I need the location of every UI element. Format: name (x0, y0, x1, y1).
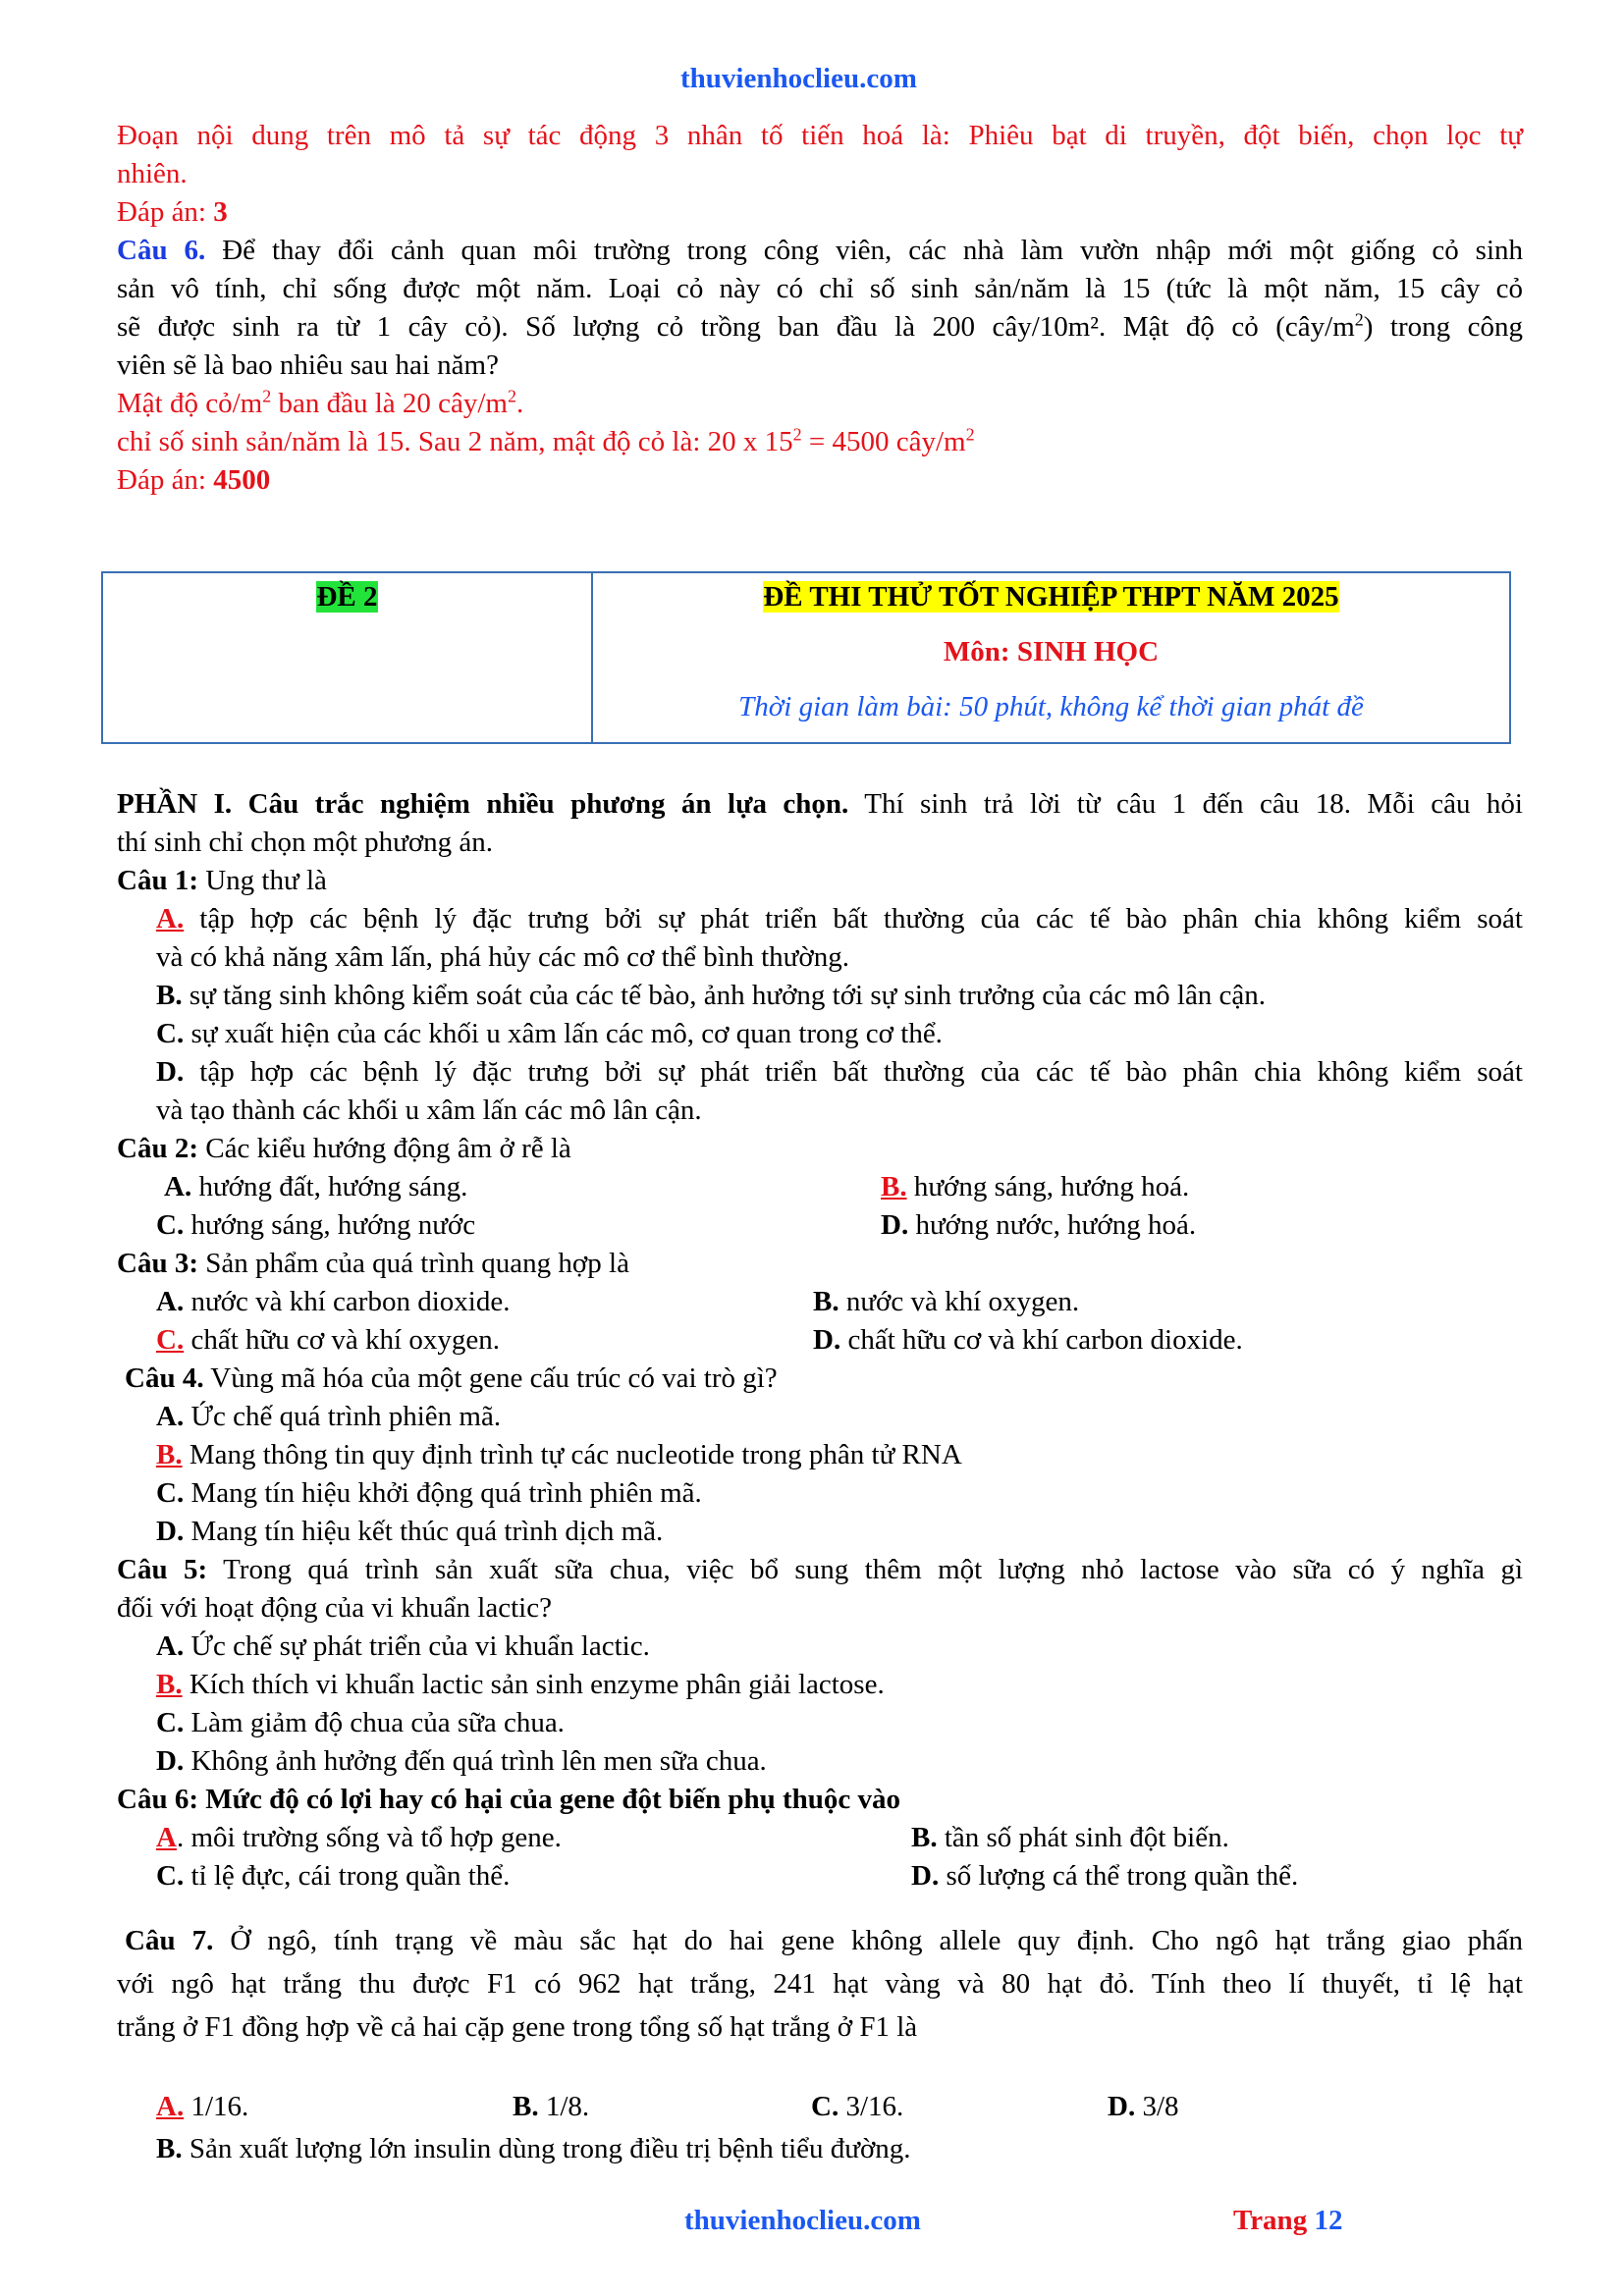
cau6-top-line-2: sản vô tính, chỉ sống được một năm. Loại cỏ này có chỉ số sinh sản/năm là 15 (tức là một năm, 15 cây cỏ (117, 273, 1523, 304)
q3-option-a (156, 1283, 510, 1320)
q4-label: Câu 4. (125, 1362, 204, 1394)
q5-option-b (156, 1666, 885, 1703)
q7-label: Câu 7. (125, 1925, 214, 1956)
exam-title-cell (593, 573, 1509, 726)
sol1-sup2: 2 (507, 386, 516, 406)
q7-extra-text: Sản xuất lượng lớn insulin dùng trong điều trị bệnh tiểu đường. (182, 2133, 911, 2164)
q2-option-c (156, 1206, 475, 1244)
q2-a-text: hướng đất, hướng sáng. (191, 1171, 468, 1202)
q6-option-b (911, 1819, 1229, 1856)
q6-option-a (156, 1819, 562, 1856)
cau6-top-text-3: sẽ được sinh ra từ 1 cây cỏ). Số lượng cỏ trồng ban đầu là 200 cây/10m². Mật độ cỏ (cây/m (117, 311, 1355, 343)
exam-time: Thời gian làm bài: 50 phút, không kể thời gian phát đề (738, 691, 1364, 722)
q4-a-text: Ức chế quá trình phiên mã. (184, 1401, 502, 1432)
q4-text: Vùng mã hóa của một gene cấu trúc có vai trò gì? (203, 1362, 778, 1394)
sol2-a: chỉ số sinh sản/năm là 15. Sau 2 năm, mật độ cỏ là: 20 x 15 (117, 426, 793, 457)
intro-answer (117, 193, 228, 231)
q3-option-b (813, 1283, 1079, 1320)
q4-option-a (156, 1398, 501, 1435)
q3-c-text: chất hữu cơ và khí oxygen. (184, 1324, 500, 1356)
q2-option-b (881, 1168, 1189, 1205)
sol1-sup: 2 (262, 386, 272, 406)
sol1-c: . (515, 388, 524, 419)
q1-c-label: C. (156, 1018, 185, 1049)
footer-site: thuvienhoclieu.com (684, 2205, 921, 2236)
q4-b-text: Mang thông tin quy định trình tự các nucleotide trong phân tử RNA (182, 1439, 962, 1470)
q7-stem-1 (125, 1919, 1523, 1962)
q2-d-label: D. (881, 1209, 909, 1241)
q6-option-d (911, 1857, 1298, 1895)
cau6-top-text-3-end: ) trong công (1363, 311, 1523, 343)
part1-line-1 (117, 785, 1523, 823)
q6-stem: Câu 6: Mức độ có lợi hay có hại của gene đột biến phụ thuộc vào (117, 1784, 900, 1815)
q1-a-text-1: tập hợp các bệnh lý đặc trưng bởi sự phát triển bất thường của các tế bào phân chia không kiểm soát (184, 903, 1523, 934)
q5-d-label: D. (156, 1745, 185, 1777)
cau6-top-label: Câu 6. (117, 235, 206, 266)
q3-text: Sản phẩm của quá trình quang hợp là (197, 1248, 629, 1279)
exam-code: ĐỀ 2 (316, 581, 378, 613)
q2-option-d (881, 1206, 1196, 1244)
q6-d-text: số lượng cá thể trong quần thể. (939, 1860, 1299, 1892)
q2-text: Các kiểu hướng động âm ở rễ là (197, 1133, 571, 1164)
cau6-top-line-1 (117, 232, 1523, 269)
q1-option-a (156, 900, 1523, 937)
exam-code-cell (103, 573, 591, 616)
exam-subject: Môn: SINH HỌC (943, 636, 1160, 667)
cau6-top-line-4: viên sẽ là bao nhiêu sau hai năm? (117, 349, 499, 381)
q5-text-1: Trong quá trình sản xuất sữa chua, việc bổ sung thêm một lượng nhỏ lactose vào sữa có ý nghĩa gì (207, 1554, 1523, 1585)
q7-b-label: B. (513, 2091, 539, 2122)
cau6-solution-2 (117, 423, 975, 460)
q5-label: Câu 5: (117, 1554, 208, 1585)
intro-answer-value: 3 (213, 196, 228, 228)
q3-b-label: B. (813, 1286, 839, 1317)
q6-c-text: tỉ lệ đực, cái trong quần thể. (184, 1860, 511, 1892)
q1-b-text: sự tăng sinh không kiểm soát của các tế bào, ảnh hưởng tới sự sinh trưởng của các mô lân cận. (182, 980, 1267, 1011)
q3-a-text: nước và khí carbon dioxide. (184, 1286, 511, 1317)
q5-a-label: A. (156, 1630, 185, 1662)
q1-c-text: sự xuất hiện của các khối u xâm lấn các mô, cơ quan trong cơ thể. (184, 1018, 943, 1049)
q4-option-c (156, 1474, 702, 1512)
q4-d-label: D. (156, 1516, 185, 1547)
q1-b-label: B. (156, 980, 183, 1011)
q5-option-c (156, 1704, 565, 1741)
q5-c-text: Làm giảm độ chua của sữa chua. (184, 1707, 565, 1738)
q7-stem-3: trắng ở F1 đồng hợp về cả hai cặp gene trong tổng số hạt trắng ở F1 là (117, 2011, 918, 2043)
q1-d-text-2: và tạo thành các khối u xâm lấn các mô lân cận. (156, 1095, 702, 1126)
q7-option-c (811, 2088, 903, 2125)
q1-option-c (156, 1015, 943, 1052)
q3-stem (117, 1245, 629, 1282)
cau6-answer-label: Đáp án: (117, 464, 214, 496)
q6-a-text: . môi trường sống và tổ hợp gene. (176, 1822, 562, 1853)
q6-b-text: tần số phát sinh đột biến. (937, 1822, 1229, 1853)
q3-option-d (813, 1321, 1243, 1359)
q3-d-label: D. (813, 1324, 841, 1356)
q4-c-label: C. (156, 1477, 185, 1509)
q3-option-c (156, 1321, 500, 1359)
q1-d-text-1: tập hợp các bệnh lý đặc trưng bởi sự phát triển bất thường của các tế bào phân chia không kiểm soát (184, 1056, 1523, 1088)
q2-b-label: B. (881, 1171, 907, 1202)
q2-a-label: A. (164, 1171, 192, 1202)
q2-c-label: C. (156, 1209, 185, 1241)
part1-title: PHẦN I. Câu trắc nghiệm nhiều phương án lựa chọn. (117, 788, 849, 820)
q4-stem (125, 1360, 778, 1397)
q3-label: Câu 3: (117, 1248, 198, 1279)
q2-stem (117, 1130, 571, 1167)
q6-option-c (156, 1857, 510, 1895)
q4-option-d (156, 1513, 663, 1550)
q7-option-d (1108, 2088, 1179, 2125)
intro-line-1: Đoạn nội dung trên mô tả sự tác động 3 nhân tố tiến hoá là: Phiêu bạt di truyền, đột biến, chọn lọc tự (117, 120, 1523, 151)
q5-stem-1 (117, 1551, 1523, 1588)
q3-d-text: chất hữu cơ và khí carbon dioxide. (840, 1324, 1243, 1356)
q4-d-text: Mang tín hiệu kết thúc quá trình dịch mã. (184, 1516, 664, 1547)
q1-option-b (156, 977, 1266, 1014)
q5-d-text: Không ảnh hưởng đến quá trình lên men sữa chua. (184, 1745, 767, 1777)
q2-b-text: hướng sáng, hướng hoá. (906, 1171, 1190, 1202)
q7-extra-label: B. (156, 2133, 183, 2164)
q7-b-text: 1/8. (538, 2091, 590, 2122)
part1-line-2: thí sinh chỉ chọn một phương án. (117, 827, 494, 858)
intro-answer-label: Đáp án: (117, 196, 214, 228)
footer-page-label: Trang (1233, 2205, 1315, 2236)
q3-b-text: nước và khí oxygen. (839, 1286, 1080, 1317)
q1-a-label: A. (156, 903, 185, 934)
sol1-a: Mật độ cỏ/m (117, 388, 263, 419)
q4-c-text: Mang tín hiệu khởi động quá trình phiên mã. (184, 1477, 702, 1509)
q7-text-1: Ở ngô, tính trạng về màu sắc hạt do hai gene không allele quy định. Cho ngô hạt trắng giao phấn (213, 1925, 1523, 1956)
q2-label: Câu 2: (117, 1133, 198, 1164)
q7-c-label: C. (811, 2091, 839, 2122)
q1-d-label: D. (156, 1056, 185, 1088)
cau6-solution-1 (117, 385, 523, 422)
q7-d-text: 3/8 (1135, 2091, 1179, 2122)
q7-d-label: D. (1108, 2091, 1136, 2122)
exam-header-table (101, 571, 1511, 744)
cau6-answer-value: 4500 (213, 464, 271, 496)
q7-option-b (513, 2088, 589, 2125)
part1-rest: Thí sinh trả lời từ câu 1 đến câu 18. Mỗi câu hỏi (848, 788, 1523, 820)
q6-b-label: B. (911, 1822, 938, 1853)
q5-b-label: B. (156, 1669, 183, 1700)
q6-c-label: C. (156, 1860, 185, 1892)
header-site: thuvienhoclieu.com (680, 63, 917, 94)
q1-text: Ung thư là (197, 865, 327, 896)
q3-c-label: C. (156, 1324, 185, 1356)
q6-d-label: D. (911, 1860, 940, 1892)
sol2-sup: 2 (792, 424, 802, 445)
q2-d-text: hướng nước, hướng hoá. (908, 1209, 1197, 1241)
q7-option-a (156, 2088, 248, 2125)
q7-extra-line (156, 2130, 911, 2167)
q4-a-label: A. (156, 1401, 185, 1432)
cau6-top-text-1: Để thay đổi cảnh quan môi trường trong công viên, các nhà làm vườn nhập mới một giống cỏ sinh (205, 235, 1524, 266)
q7-a-label: A. (156, 2091, 185, 2122)
intro-line-2: nhiên. (117, 158, 188, 189)
footer-page-number: 12 (1314, 2205, 1343, 2236)
sol2-sup2: 2 (965, 424, 975, 445)
q1-stem (117, 862, 327, 899)
q1-label: Câu 1: (117, 865, 198, 896)
q5-stem-2: đối với hoạt động của vi khuẩn lactic? (117, 1592, 552, 1624)
q7-c-text: 3/16. (839, 2091, 904, 2122)
q1-a-text-2: và có khả năng xâm lấn, phá hủy các mô cơ thể bình thường. (156, 941, 849, 973)
cau6-top-line-3 (117, 308, 1523, 346)
footer-page (1233, 2202, 1342, 2239)
q2-option-a (164, 1168, 467, 1205)
q3-a-label: A. (156, 1286, 185, 1317)
q5-b-text: Kích thích vi khuẩn lactic sản sinh enzyme phân giải lactose. (182, 1669, 885, 1700)
sol2-b: = 4500 cây/m (801, 426, 966, 457)
q5-a-text: Ức chế sự phát triển của vi khuẩn lactic. (184, 1630, 650, 1662)
q2-c-text: hướng sáng, hướng nước (184, 1209, 476, 1241)
q4-b-label: B. (156, 1439, 183, 1470)
q5-option-d (156, 1742, 767, 1780)
q5-c-label: C. (156, 1707, 185, 1738)
q4-option-b (156, 1436, 962, 1473)
q5-option-a (156, 1628, 650, 1665)
cau6-answer (117, 461, 270, 499)
sol1-b: ban đầu là 20 cây/m (271, 388, 508, 419)
q7-a-text: 1/16. (184, 2091, 249, 2122)
cau6-top-sup: 2 (1354, 309, 1364, 330)
q1-option-d (156, 1053, 1523, 1091)
exam-title: ĐỀ THI THỬ TỐT NGHIỆP THPT NĂM 2025 (763, 581, 1339, 613)
q7-stem-2: với ngô hạt trắng thu được F1 có 962 hạt trắng, 241 hạt vàng và 80 hạt đỏ. Tính theo lí thuyết, tỉ lệ hạt (117, 1968, 1523, 2000)
q6-a-label: A (156, 1822, 177, 1853)
